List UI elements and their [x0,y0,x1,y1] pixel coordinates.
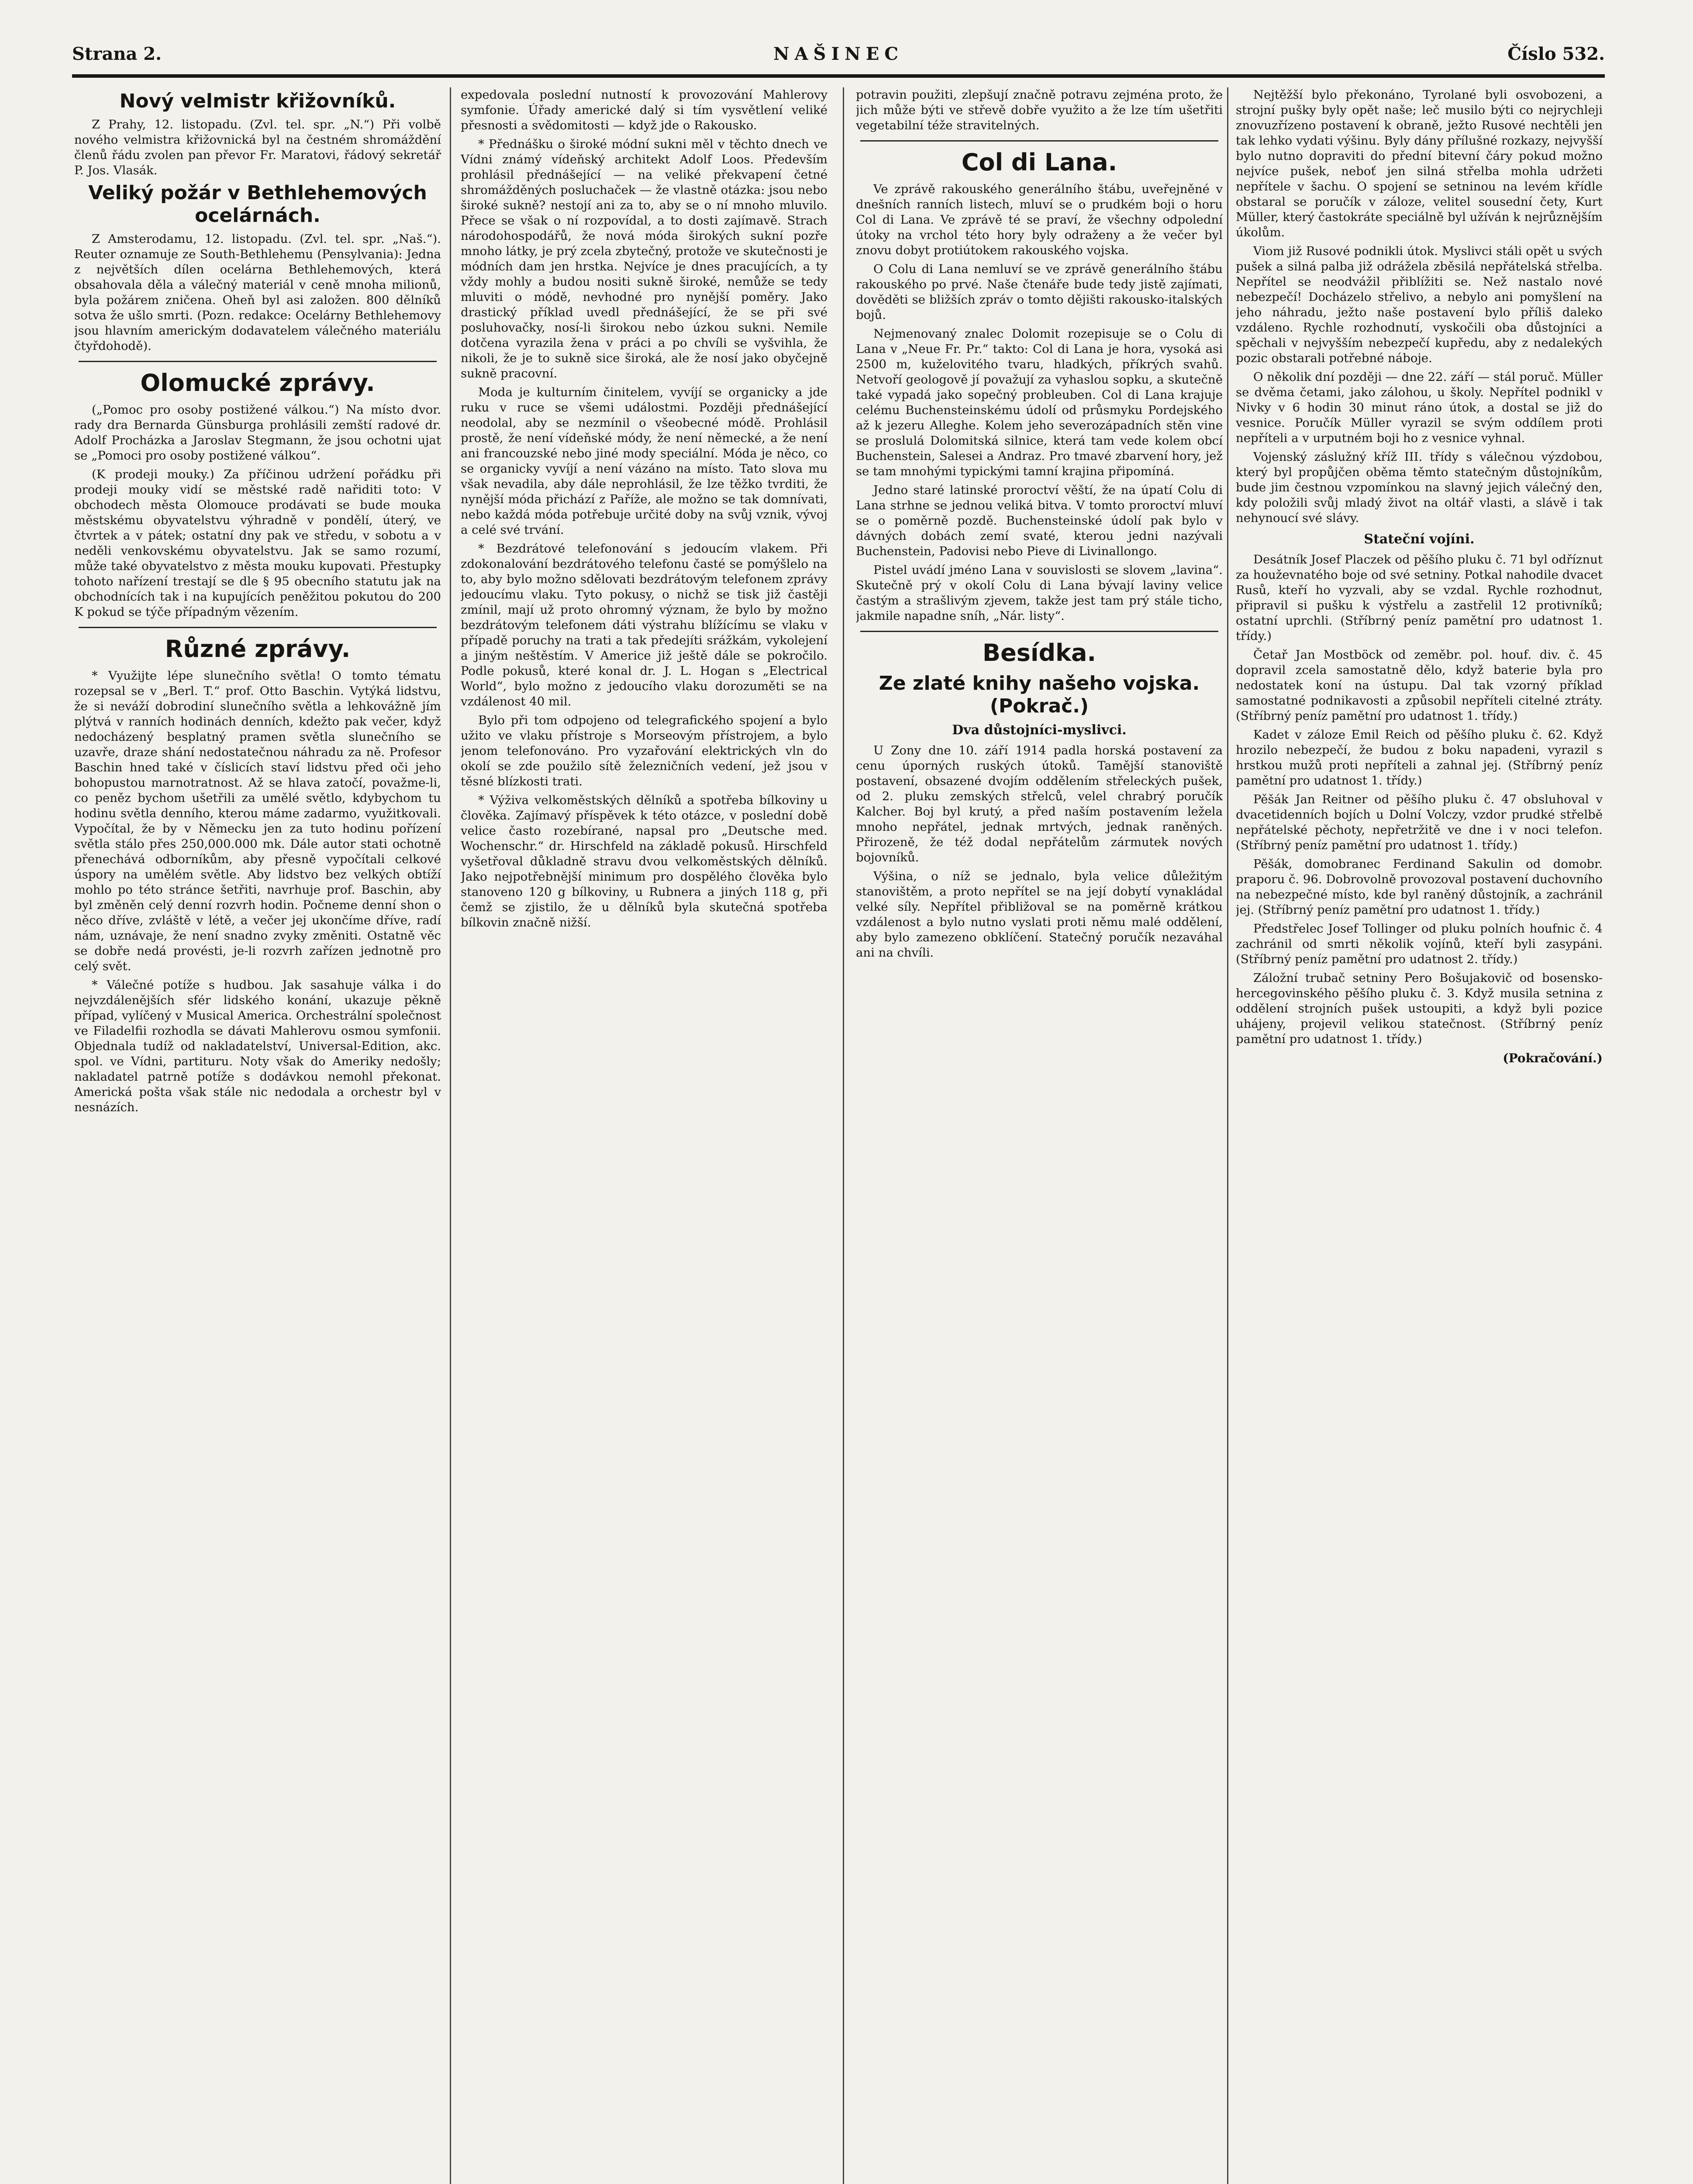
section-divider [79,627,437,628]
continued-note: (Pokračování.) [1503,1051,1603,1065]
article-sukne: * Přednášku o široké módní sukni měl v těchto dnech ve Vídni známý vídeňský architekt Adolf Loos. Především prohlásil přednášející — na veliké překvapení četné shromážděných posluchaček — že vlastně otázka: jsou nebo široké sukně? nestojí ani za to, aby se o ní mnoho mluvilo. Přece se však o ní rozpovídal, a to dosti zajímavě. Strach národohospodářů, že nová móda širokých sukní pozře mnoho látky, je prý zcela zbytečný, protože ve skutečnosti je módních dam jen hrstka. Nejvíce je dnes pracujících, a ty vždy mohly a budou nositi sukně široké, nemůže se tedy mluviti o módě, nevhodné pro nynější poměry. Jako drastický příklad uvedl přednášející, že se při své posluhovačky, nosí-li širokou nebo úzkou sukni. Nemile dotčena vyrazila žena v práci a po chvíli se vyšvihla, že nikoli, že je to sukně sice široká, ale že nosí jako obyčejně sukně pracovní. [461,137,828,380]
article-zona: U Zony dne 10. září 1914 padla horská postavení za cenu úporných ruských útoků. Tamější stanoviště postavení, obsazené dvojím oddělením střeleckých pušek, od 2. pluku zemských střelců, velel chrabrý poručík Kalcher. Boj byl krutý, a před naším postavením ležela mnoho nepřátel, jednak mrtvých, jednak raněných. Přirozeně, že též dodal nepřátelům zármutek nových bojovníků. [856,743,1223,864]
column-2 [461,87,828,2184]
article-bosujakovic: Záložní trubač setniny Pero Bošujakovič od bosensko-hercegovinského pěšího pluku č. 3. Když musila setnina z oddělení strojních pušek ustoupiti, a když byli pozice uhájeny, projevil velikou statečnost. (Stříbrný peníz pamětní pro udatnost 1. třídy.) [1236,971,1603,1046]
column-divider [843,87,844,2184]
article-lana-1: Ve zprávě rakouského generálního štábu, uveřejněné v dnešních ranních listech, mluví se o prudkém boji o horu Col di Lana. Ve zprávě té se praví, že všechny odpolední útoky na vrchol této hory byly odraženy a že večer byl znovu dobyt protiútokem rakouského vojska. [856,182,1223,257]
article-sakulin: Pěšák, domobranec Ferdinand Sakulin od domobr. praporu č. 96. Dobrovolně provozoval postavení duchovního na nebezpečné místo, kde byl raněný důstojník, a zachránil jej. (Stříbrný peníz pamětní pro udatnost 1. třídy.) [1236,857,1603,917]
article-telefon: * Bezdrátové telefonování s jedoucím vlakem. Při zdokonalování bezdrátového telefonu časté se pomýšlelo na to, aby bylo možno sdělovati bezdrátovým telefonem zprávy jedoucímu vlaku. Tyto pokusy, o nichž se tisk již častěji zmínil, mají už proto ohromný význam, že bylo by možno bezdrátovým telefonem dáti výstrahu blížícímu se vlaku v případě poruchy na trati a tak předejíti srážkám, vykolejení a jiným neštěstím. V Americe již ještě dále se pokročilo. Podle pokusů, které konal dr. J. L. Hogan s „Electrical World“, bylo možno z jedoucího vlaku dorozuměti se na vzdálenost 40 mil. [461,542,828,708]
subheadline-myslivci: Dva důstojníci-myslivci. [952,722,1127,738]
article-mostbock: Četař Jan Mostböck od zeměbr. pol. houf. div. č. 45 dopravil zcela samostatně dělo, když baterie byla pro nedostatek koní na ústupu. Dal tak vzorný příklad samostatné podnikavosti a způsobil nepříteli citelné ztráty. (Stříbrný peníz pamětní pro udatnost 1. třídy.) [1236,648,1603,723]
section-divider [860,140,1218,142]
column-divider [1227,87,1228,2184]
top-rule [72,74,1605,78]
masthead [72,44,1605,70]
article-svetlo: * Využijte lépe slunečního světla! O tomto tématu rozepsal se v „Berl. T.“ prof. Otto Baschin. Vytýká lidstvu, že si neváží dobrodiní slunečního světla a lehkovážně jím plýtvá v ranních hodinách denních, kdežto pak večer, když nedocházený besplatný pramen světla slunečního se uzavře, draze shání nedostatečnou náhradu za ně. Profesor Baschin hned také v číslicích staví lidstvu před oči jeho bohopustou marnotratnost. Až se hlava zatočí, považme-li, co peněz bychom ušetřili za umělé světlo, kdybychom tu hodinu světla denního, kterou máme zadarmo, využitkovali. Vypočítal, že by v Německu jen za tuto hodinu pořízení světla stálo přes 250,000.000 mk. Dále autor stati ochotně přenechává odborníkům, aby přesně vypočítali celkové úspory na umělém světle. Aby lidstvo bez velkých obtíží mohlo po této stránce šetřiti, navrhuje prof. Baschin, aby byl změněn celý denní rozvrh hodin. Počneme denní shon o něco dříve, zvláště v létě, a večer jej ukončíme dříve, radí nám, uznávaje, že není snadno zvyky změniti. Ostatně věc se dobře nedá provésti, je-li rozvrh zařízen jednotně pro celý svět. [74,669,441,973]
article-hudba-cont: expedovala poslední nutností k provozování Mahlerovy symfonie. Úřady americké dalý si tím vysvětlení veliké přesnosti a svědomitosti — když jde o Rakousko. [461,88,828,132]
headline-zlata-kniha: Ze zlaté knihy našeho vojska. (Pokrač.) [879,672,1200,717]
article-nivky: O několik dní později — dne 22. září — stál poruč. Müller se dvěma četami, jako zálohou, u školy. Nepřítel podnikl v Nivky v 6 hodin 30 minut ráno útok, a dostal se již do vesnice. Poručík Müller vyrazil se svým oddílem proti nepříteli a v urputném boji ho z vesnice vyhnal. [1236,370,1603,445]
article-vyziva-cont: potravin použiti, zlepšují značně potravu zejména proto, že jich může býti ve střevě dobře využito a že lze tím ušetřiti vegetabilní téže stravitelných. [856,88,1223,132]
article-lana-3: Nejmenovaný znalec Dolomit rozepisuje se o Colu di Lana v „Neue Fr. Pr.“ takto: Col di Lana je hora, vysoká asi 2500 m, kuželovitého tvaru, hladkých, příkrých svahů. Netvoří geologově jí považují za vyhaslou sopku, a skutečně také vypadá jako sopečný probleuben. Col di Lana krajuje celému Buchensteinskému údolí od průsmyku Pordejského až k jezeru Alleghe. Kolem jeho severozápadních stěn vine se proslulá Dolomitská silnice, která tam vede kolem obcí Buchenstein, Salesei a Andraz. Pro tmavé zbarvení hory, jež se tam mnohými typickými tamní krajina připomíná. [856,327,1223,478]
headline-ruzne: Různé zprávy. [165,635,351,663]
column-3 [856,87,1223,2184]
article-pozar: Z Amsterodamu, 12. listopadu. (Zvl. tel. spr. „Naš.“). Reuter oznamuje ze South-Bethlehemu (Pensylvania): Jedna z největších dílen ocelárna Bethlehemových, která obsahovala děla a válečný materiál v ceně mnoha milionů, byla požárem zničena. Oheň byl asi založen. 800 dělníků sotva že ušlo smrti. (Pozn. redakce: Ocelárny Bethlehemovy jsou hlavním americkým dodavatelem válečného materiálu čtyřdohodě). [74,232,441,353]
article-pomoc: („Pomoc pro osoby postižené válkou.“) Na místo dvor. rady dra Bernarda Günsburga prohlásili zemští radové dr. Adolf Procházka a Jaroslav Stegmann, že jsou ochotni ujat se „Pomoci pro osoby postižené válkou“. [74,403,441,463]
article-mouka: (K prodeji mouky.) Za příčinou udržení pořádku při prodeji mouky vidí se městské radě nařiditi toto: V obchodech města Olomouce prodávati se bude mouka městskému obyvatelstvu výhradně v pondělí, úterý, ve čtvrtek a v pátek; ostatní dny pak ve středu, v sobotu a v neděli venkovskému obyvatelstvu. Jak se samo rozumí, může také obyvatelstvo z města mouku kupovati. Přestupky tohoto nařízení trestají se dle § 95 obecního statutu jak na obchodnících tak i na kupujících peněžitou pokutou do 200 K pokud se týče případným vězením. [74,467,441,619]
newspaper-title: NAŠINEC [773,44,904,64]
article-tollinger: Předstřelec Josef Tollinger od pluku polních houfnic č. 4 zachránil od smrti několik vojínů, kteří byli zasypáni. (Stříbrný peníz pamětní pro udatnost 2. třídy.) [1236,922,1603,966]
article-lana-2: O Colu di Lana nemluví se ve zprávě generálního štábu rakouského po prvé. Naše čtenáře bude tedy jistě zajímati, dověděti se bližších zpráv o tomto dějišti rakousko-italských bojů. [856,262,1223,322]
column-divider [450,87,451,2184]
headline-pozar: Veliký požár v Bethlehemových ocelárnách. [88,182,427,227]
section-divider [79,361,437,362]
column-1 [74,87,441,2184]
column-4 [1236,87,1603,2184]
article-kriz: Vojenský záslužný kříž III. třídy s válečnou výzdobou, který byl propůjčen oběma těmto statečným důstojníkům, bude jim čestnou vzpomínkou na slavný jejich válečný den, kdy položili svůj mladý život na oltář vlasti, a slávě i tak nehynoucí své slávy. [1236,450,1603,525]
article-tyrolane: Nejtěžší bylo překonáno, Tyrolané byli osvobozeni, a strojní pušky byly opět naše; leč musilo býti co nejrychleji znovuzřízeno postavení k obraně, ježto Rusové nechtěli jen tak lehko vydati výšinu. Byly dány přílušné rozkazy, nejvyšší bylo nutno dopraviti do přední bitevní čáry pokud možno nejvíce pušek, neboť jen silná střelba mohla udržeti nepřítele v šachu. O spojení se setninou na levém křídle obstaral se poručík v záloze, velitel sousední čety, Kurt Müller, který častokráte speciálně byl užíván k nejrůznějším úkolům. [1236,88,1603,239]
article-lana-5: Pistel uvádí jméno Lana v souvislosti se slovem „lavina“. Skutečně prý v okolí Colu di Lana bývají laviny velice častým a strašlivým zjevem, takže jest tam prý stále ticho, jakmile napadne sníh, „Nár. listy“. [856,563,1223,623]
article-velmistr: Z Prahy, 12. listopadu. (Zvl. tel. spr. „N.“) Při volbě nového velmistra křižovnická byl na čestném shromáždění členů řádu zvolen pan převor Fr. Maratovi, řádový sekretář P. Jos. Vlasák. [74,117,441,177]
section-divider [860,631,1218,632]
headline-velmistr: Nový velmistr křižovníků. [119,90,396,112]
article-utok: Viom již Rusové podnikli útok. Myslivci stáli opět u svých pušek a silná palba již odrážela zběsilá nepřátelská střelba. Nepřítel se neodvážil přiblížiti se. Než nastalo nové nebezpečí! Docházelo střelivo, a nebylo ani pomyšlení na jeho náhradu, ježto naše postavení bylo příliš daleko vzdáleno. Rychle rozhodnutí, vyskočili oba důstojníci a spěchali v nejvyšším nebezpečí kupředu, aby z nedalekých pozic obstarali potřebné náboje. [1236,244,1603,365]
article-reich: Kadet v záloze Emil Reich od pěšího pluku č. 62. Když hrozilo nebezpečí, že budou z boku napadeni, vyrazil s hrstkou mužů proti nepříteli a zahnal jej. (Stříbrný peníz pamětní pro udatnost 1. třídy.) [1236,728,1603,788]
article-hudba: * Válečné potíže s hudbou. Jak sasahuje válka i do nejvzdálenějších sfér lidského konání, ukazuje pěkně případ, vylíčený v Musical America. Orchestrální společnost ve Filadelfii rozhodla se dávati Mahlerovu osmou symfonii. Objednala tudíž od nakladatelství, Universal-Edition, akc. spol. ve Vídni, partituru. Noty však do Ameriky nedošly; nakladatel patrně potíže s dodávkou nemohl překonat. Americká pošta však stále nic nedodala a orchestr byl v nesnázích. [74,978,441,1114]
article-reitner: Pěšák Jan Reitner od pěšího pluku č. 47 obsluhoval v dvacetidenních bojích u Dolní Volczy, vzdor prudké střelbě nepřátelské pěchoty, nepřetržitě ve dne i v noci telefon. (Stříbrný peníz pamětní pro udatnost 1. třídy.) [1236,792,1603,852]
headline-statecni-vojini: Stateční vojíni. [1364,532,1475,547]
article-moda: Moda je kulturním činitelem, vyvíjí se organicky a jde ruku v ruce se všemi událostmi. Později přednášející neodolal, aby se nezmínil o všeobecné módě. Prohlásil prostě, že není vídeňské módy, že není německé, a že není ani francouzské nebo jiné mody speciální. Móda je něco, co se organicky vyvíjí a není vázáno na místo. Tato slova mu však nevadila, aby dále neprohlásil, že lze těžko tvrditi, že nynější móda přichází z Paříže, ale možno se tak domnívati, nebo každá móda potřebuje určité doby na svůj vznik, vývoj a celé své trvání. [461,385,828,537]
issue-number: Číslo 532. [1507,44,1605,64]
page-number: Strana 2. [72,44,162,64]
article-vysina: Výšina, o níž se jednalo, byla velice důležitým stanovištěm, a proto nepřítel se na její dobytí vynakládal velké síly. Nepřítel přibližoval se na poměrně krátkou vzdálenost a bylo nutno vyslati proti němu malé oddělení, aby bylo zamezeno obklíčení. Statečný poručík nezaváhal ani na chvíli. [856,869,1223,960]
headline-olomucke: Olomucké zprávy. [140,369,375,397]
article-vyziva: * Výživa velkoměstských dělníků a spotřeba bílkoviny u člověka. Zajímavý příspěvek k této otázce, v poslední době velice často rozebírané, napsal pro „Deutsche med. Wochenschr.“ dr. Hirschfeld na základě pokusů. Hirschfeld vyšetřoval důkladně stravu dvou velkoměstských dělníků. Jako nejpotřebnější minimum pro dospělého člověka bylo stanoveno 120 g bílkoviny, u Rubnera a jiných 118 g, při čemž se zjistilo, že u dělníků byla skutečná spotřeba bílkovin značně nižší. [461,793,828,930]
article-lana-4: Jedno staré latinské proroctví věští, že na úpatí Colu di Lana strhne se jednou veliká bitva. V tomto proroctví mluví se o poměrně pozdě. Buchensteinské údolí pak bylo v dávných dobách zemí svaté, kterou jedni nazývali Buchenstein, Padovisi nebo Pieve di Livinallongo. [856,483,1223,558]
headline-besidka: Besídka. [983,639,1096,667]
headline-col-di-lana: Col di Lana. [961,149,1117,176]
article-placzek: Desátník Josef Placzek od pěšího pluku č. 71 byl odříznut za houževnatého boje od své setniny. Potkal nahodile dvacet Rusů, kteří ho vyzvali, aby se vzdal. Rychle rozhodnut, připravil si pušku k výstřelu a zastřelil 12 protivníků; ostatní uprchli. (Stříbrný peníz pamětní pro udatnost 1. třídy.) [1236,553,1603,643]
article-telefon-cont: Bylo při tom odpojeno od telegrafického spojení a bylo užito ve vlaku přístroje s Morseovým přístrojem, a bylo jenom telefonováno. Pro vyzařování elektrických vln do okolí se zde použilo sítě železničních vedení, jež jsou v těsné blízkosti trati. [461,713,828,788]
